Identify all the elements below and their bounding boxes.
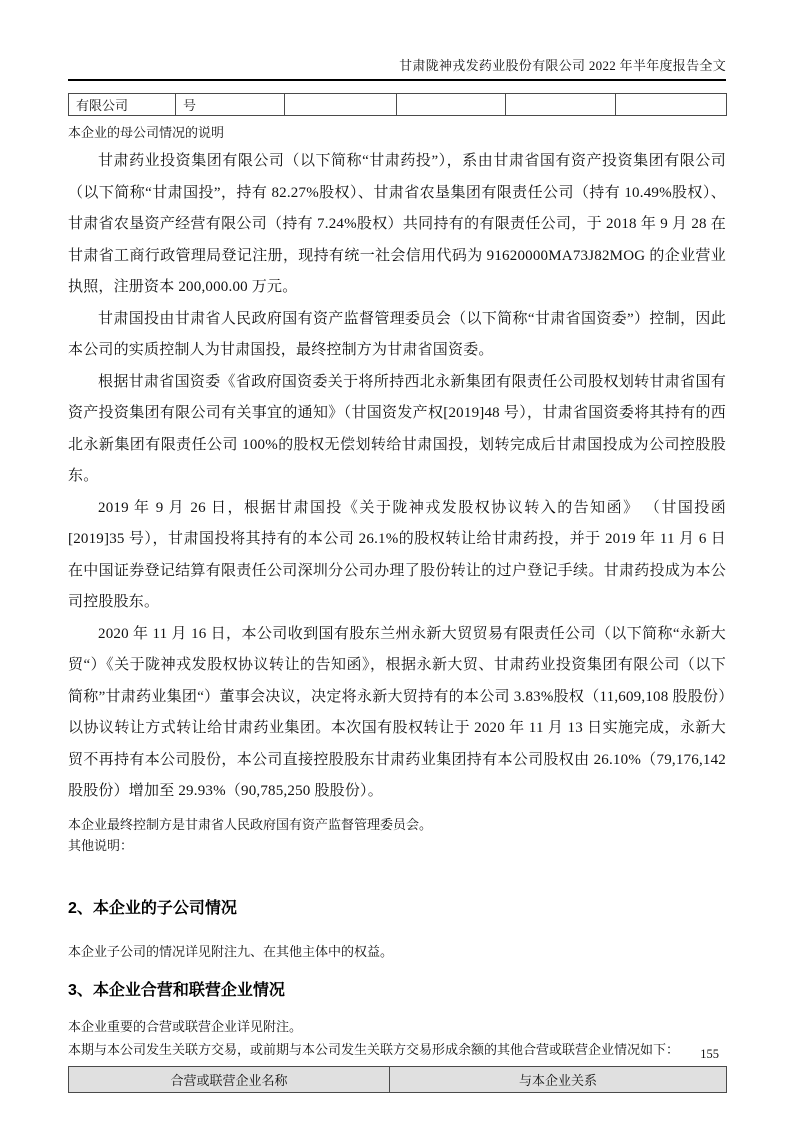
- paragraph: 甘肃国投由甘肃省人民政府国有资产监督管理委员会（以下简称“甘肃省国资委”）控制，因此本公司的实质控制人为甘肃国投，最终控制方为甘肃省国资委。: [68, 310, 726, 358]
- table-cell: 号: [176, 94, 285, 116]
- parent-company-note-label: 本企业的母公司情况的说明: [68, 125, 225, 140]
- table-header-cell: 与本企业关系: [390, 1066, 727, 1092]
- page-content: [68, 0, 726, 1093]
- paragraph: 根据甘肃省国资委《省政府国资委关于将所持西北永新集团有限责任公司股权划转甘肃省国有资产投资集团有限公司有关事宜的通知》（甘国资发产权[2019]48 号），甘肃省国资委将其持有的西北永新集团有限责任公司 100%的股权无偿划转给甘肃国投，划转完成后甘肃国投成为公司控股股东。: [68, 373, 726, 484]
- table-cell: 有限公司: [69, 94, 176, 116]
- paragraph: 2020 年 11 月 16 日，本公司收到国有股东兰州永新大贸贸易有限责任公司（以下简称“永新大贸“）《关于陇神戎发股权协议转让的告知函》，根据永新大贸、甘肃药业投资集团有限公司（以下简称”甘肃药业集团“）董事会决议，决定将永新大贸持有的本公司 3.83%股权（11,609,108 股股份）以协议转让方式转让给甘肃药业集团。本次国有股权转让于 2020 年 11 月 13 日实施完成，永新大贸不再持有本公司股份，本公司直接控股股东甘肃药业集团持有本公司股权由 26.10%（79,176,142 股股份）增加至 29.93%（90,785,250 股股份）。: [68, 625, 726, 799]
- table-cell: [285, 94, 397, 116]
- page-number: 155: [700, 1047, 719, 1061]
- carryover-table: [68, 93, 727, 116]
- paragraph: 甘肃药业投资集团有限公司（以下简称“甘肃药投”），系由甘肃省国有资产投资集团有限公司（以下简称“甘肃国投”，持有 82.27%股权）、甘肃省农垦集团有限责任公司（持有 10.49%股权）、甘肃省农垦资产经营有限公司（持有 7.24%股权）共同持有的有限责任公司，于 2018 年 9 月 28 在甘肃省工商行政管理局登记注册，现持有统一社会信用代码为 91620000MA73J82MOG 的企业营业执照，注册资本 200,000.00 万元。: [68, 153, 726, 295]
- table-header-cell: 合营或联营企业名称: [69, 1066, 390, 1092]
- section-heading-subsidiaries: 2、本企业的子公司情况: [68, 899, 237, 917]
- related-party-note: 本期与本公司发生关联方交易，或前期与本公司发生关联方交易形成余额的其他合营或联营企业情况如下：: [68, 1041, 680, 1057]
- table-header-row: [69, 1066, 727, 1092]
- joint-venture-table: [68, 1066, 727, 1093]
- other-notes-label: 其他说明：: [68, 837, 134, 853]
- table-cell: [397, 94, 506, 116]
- table-cell: [616, 94, 727, 116]
- ultimate-controller-note: 本企业最终控制方是甘肃省人民政府国有资产监督管理委员会。: [68, 816, 433, 832]
- paragraph: 2019 年 9 月 26 日，根据甘肃国投《关于陇神戎发股权协议转入的告知函》 （甘国投函[2019]35 号），甘肃国投将其持有的本公司 26.1%的股权转让给甘肃药投，并于 2019 年 11 月 6 日在中国证券登记结算有限责任公司深圳分公司办理了股份转让的过户登记手续。甘肃药投成为本公司控股股东。: [68, 499, 726, 610]
- header-divider: [68, 79, 726, 81]
- table-cell: [506, 94, 616, 116]
- report-header-title: 甘肃陇神戎发药业股份有限公司 2022 年半年度报告全文: [399, 58, 726, 73]
- table-row: [69, 94, 727, 116]
- section-heading-joint-ventures: 3、本企业合营和联营企业情况: [68, 981, 285, 999]
- joint-venture-note: 本企业重要的合营或联营企业详见附注。: [68, 1018, 303, 1034]
- body-paragraphs: [68, 146, 726, 808]
- subsidiaries-note: 本企业子公司的情况详见附注九、在其他主体中的权益。: [68, 943, 394, 959]
